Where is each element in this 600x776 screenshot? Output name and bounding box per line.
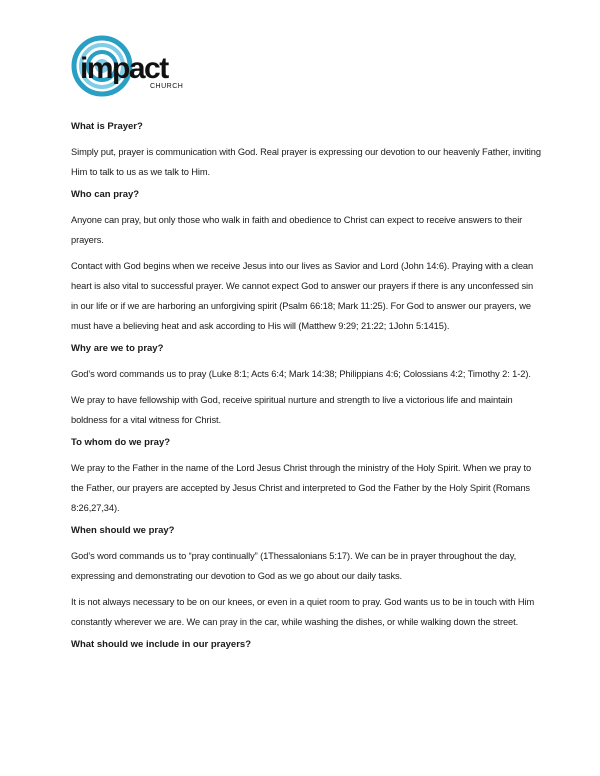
section-heading: When should we pray? <box>71 525 175 536</box>
section-paragraph: Contact with God begins when we receive Jesus into our lives as Savior and Lord (John 14:6). Praying with a clean heart is also vital to successful prayer. We cannot expect God to answer our prayers if there is any unconfessed sin in our life or if we are harboring an unforgiving spirit (Psalm 66:18; Mark 11:25). For God to answer our prayers, we must have a believing heat and ask according to His will (Matthew 9:29; 21:22; 1John 5:1415). <box>71 261 534 331</box>
section-heading: Why are we to pray? <box>71 343 164 354</box>
section-paragraph: God’s word commands us to pray (Luke 8:1; Acts 6:4; Mark 14:38; Philippians 4:6; Colossians 4:2; Timothy 2: 1-2). <box>71 369 531 379</box>
svg-text:CHURCH: CHURCH <box>150 83 184 90</box>
section-heading: Who can pray? <box>71 189 140 200</box>
section-heading: What is Prayer? <box>71 121 143 132</box>
section-paragraph: Simply put, prayer is communication with God. Real prayer is expressing our devotion to our heavenly Father, inviting Him to talk to us as we talk to Him. <box>71 147 541 177</box>
section-paragraph: We pray to have fellowship with God, receive spiritual nurture and strength to live a victorious life and maintain boldness for a vital witness for Christ. <box>71 395 513 425</box>
section-heading: To whom do we pray? <box>71 437 171 448</box>
section-paragraph: We pray to the Father in the name of the Lord Jesus Christ through the ministry of the Holy Spirit. When we pray to the Father, our prayers are accepted by Jesus Christ and interpreted to God the Father by the Holy Spirit (Romans 8:26,27,34). <box>71 463 532 513</box>
document-body <box>71 120 541 660</box>
impact-church-logo <box>70 34 190 104</box>
section-heading: What should we include in our prayers? <box>71 639 251 650</box>
section-paragraph: God’s word commands us to “pray continually” (1Thessalonians 5:17). We can be in prayer throughout the day, expressing and demonstrating our devotion to God as we go about our daily tasks. <box>71 551 517 581</box>
section-paragraph: Anyone can pray, but only those who walk in faith and obedience to Christ can expect to receive answers to their prayers. <box>71 215 523 245</box>
svg-text:impact: impact <box>80 52 168 85</box>
section-paragraph: It is not always necessary to be on our knees, or even in a quiet room to pray. God wants us to be in touch with Him constantly wherever we are. We can pray in the car, while washing the dishes, or while walking down the street. <box>71 597 535 627</box>
